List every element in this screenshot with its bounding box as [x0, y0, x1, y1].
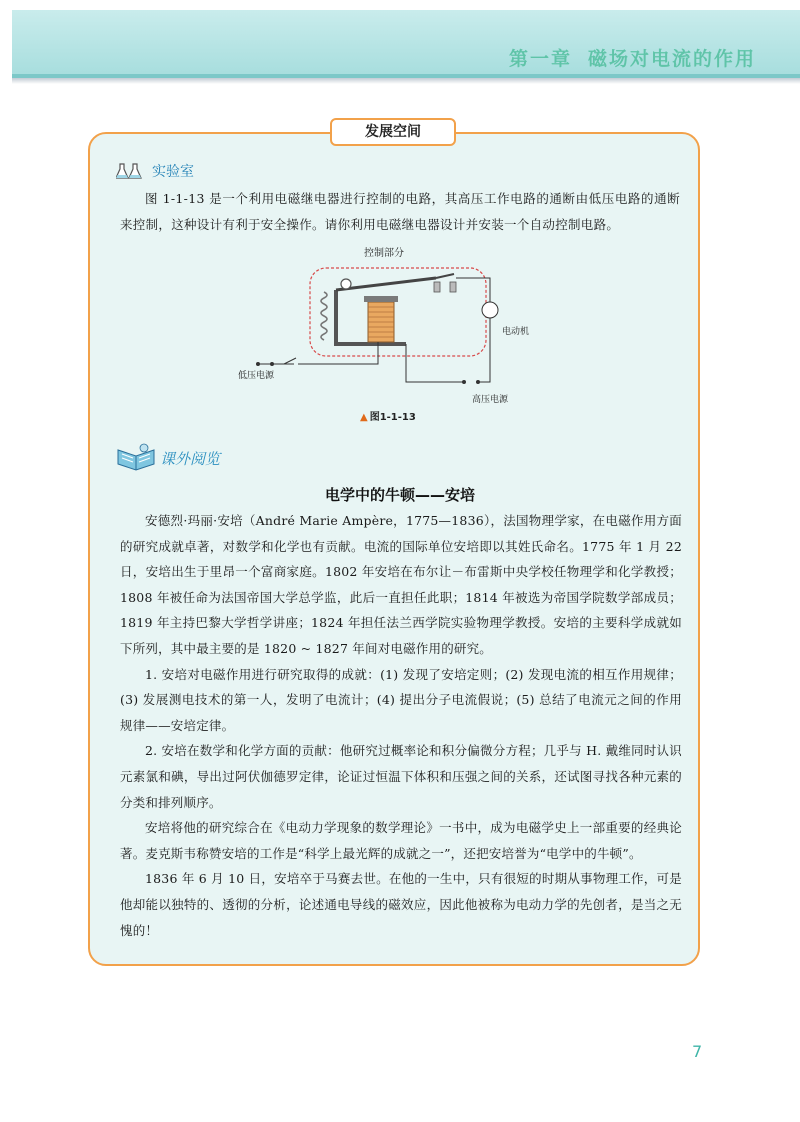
motor-symbol	[482, 302, 498, 318]
header-shadow	[12, 78, 800, 84]
article-paragraph: 1836 年 6 月 10 日，安培卒于马赛去世。在他的一生中，只有很短的时期从事物理工作，可是他却能以独特的、透彻的分析，论述通电导线的磁效应，因此他被称为电动力学的先创者，是当之无愧的！	[120, 871, 682, 938]
relay-circuit-diagram	[228, 244, 568, 416]
figure-caption	[360, 408, 416, 423]
hv-terminal-1	[462, 380, 466, 384]
label-control-part: 控制部分	[364, 248, 404, 259]
coil-core-top	[364, 296, 398, 302]
article-paragraph: 1. 安培对电磁作用进行研究取得的成就：(1) 发现了安培定则；(2) 发现电流的相互作用规律；(3) 发展测电技术的第一人，发明了电流计；(4) 提出分子电流假说；(5) 总结了电流元之间的作用规律——安培定律。	[120, 666, 682, 733]
armature-pivot	[341, 279, 351, 289]
caption-triangle-icon: ▲	[360, 412, 368, 423]
open-book-icon	[116, 442, 156, 474]
panel-tab: 发展空间	[330, 118, 456, 146]
contact-arm	[436, 274, 454, 278]
chapter-name: 磁场对电流的作用	[587, 48, 756, 70]
lab-title: 实验室	[152, 164, 194, 180]
reading-title: 课外阅览	[160, 449, 221, 468]
lv-terminal-2	[270, 362, 274, 366]
chapter-title	[509, 44, 756, 71]
contact-post-2	[450, 282, 456, 292]
lab-heading	[116, 160, 194, 182]
page-number: 7	[692, 1042, 703, 1061]
article-paragraph: 2. 安培在数学和化学方面的贡献：他研究过概率论和积分偏微分方程；几乎与 H. 戴维同时认识元素氯和碘，导出过阿伏伽德罗定律，论证过恒温下体积和压强之间的关系，还试图寻找各种元素的分类和排列顺序。	[120, 743, 682, 810]
label-low-source: 低压电源	[238, 371, 275, 381]
hv-wire-right	[478, 318, 490, 382]
article-paragraph: 安培将他的研究综合在《电动力学现象的数学理论》一书中，成为电磁学史上一部重要的经典论著。麦克斯韦称赞安培的工作是“科学上最光辉的成就之一”，还把安培誉为“电学中的牛顿”。	[120, 820, 682, 861]
lab-intro-text: 图 1-1-13 是一个利用电磁继电器进行控制的电路，其高压工作电路的通断由低压电路的通断来控制，这种设计有利于安全操作。请你利用电磁继电器设计并安装一个自动控制电路。	[120, 191, 680, 232]
lv-terminal-1	[256, 362, 260, 366]
relay-spring	[321, 292, 327, 340]
chapter-label: 第一章	[508, 48, 572, 70]
hv-wire-bottom	[406, 344, 464, 382]
article-title: 电学中的牛顿——安培	[324, 486, 475, 504]
hv-terminal-2	[476, 380, 480, 384]
article-paragraph: 安德烈·玛丽·安培（André Marie Ampère，1775—1836），法国物理学家，在电磁作用方面的研究成就卓著，对数学和化学也有贡献。电流的国际单位安培即以其姓氏命名。1775 年 1 月 22 日，安培出生于里昂一个富商家庭。1802 年安培在布尔让－布雷斯中央学校任物理学和化学教授；1808 年被任命为法国帝国大学总学监，此后一直担任此职；1814 年被选为帝国学院数学部成员；1819 年主持巴黎大学哲学讲座；1824 年担任法兰西学院实验物理学教授。安培的主要科学成就如下所列，其中最主要的是 1820 ~ 1827 年间对电磁作用的研究。	[120, 513, 682, 656]
lv-switch	[284, 358, 296, 364]
label-motor: 电动机	[502, 327, 530, 337]
caption-text: 图1-1-13	[369, 412, 416, 423]
reading-heading	[116, 440, 220, 476]
contact-post-1	[434, 282, 440, 292]
article-body	[120, 508, 682, 943]
hv-wire-top	[456, 278, 490, 302]
flask-icon	[116, 162, 146, 180]
label-high-source: 高压电源	[472, 395, 509, 405]
